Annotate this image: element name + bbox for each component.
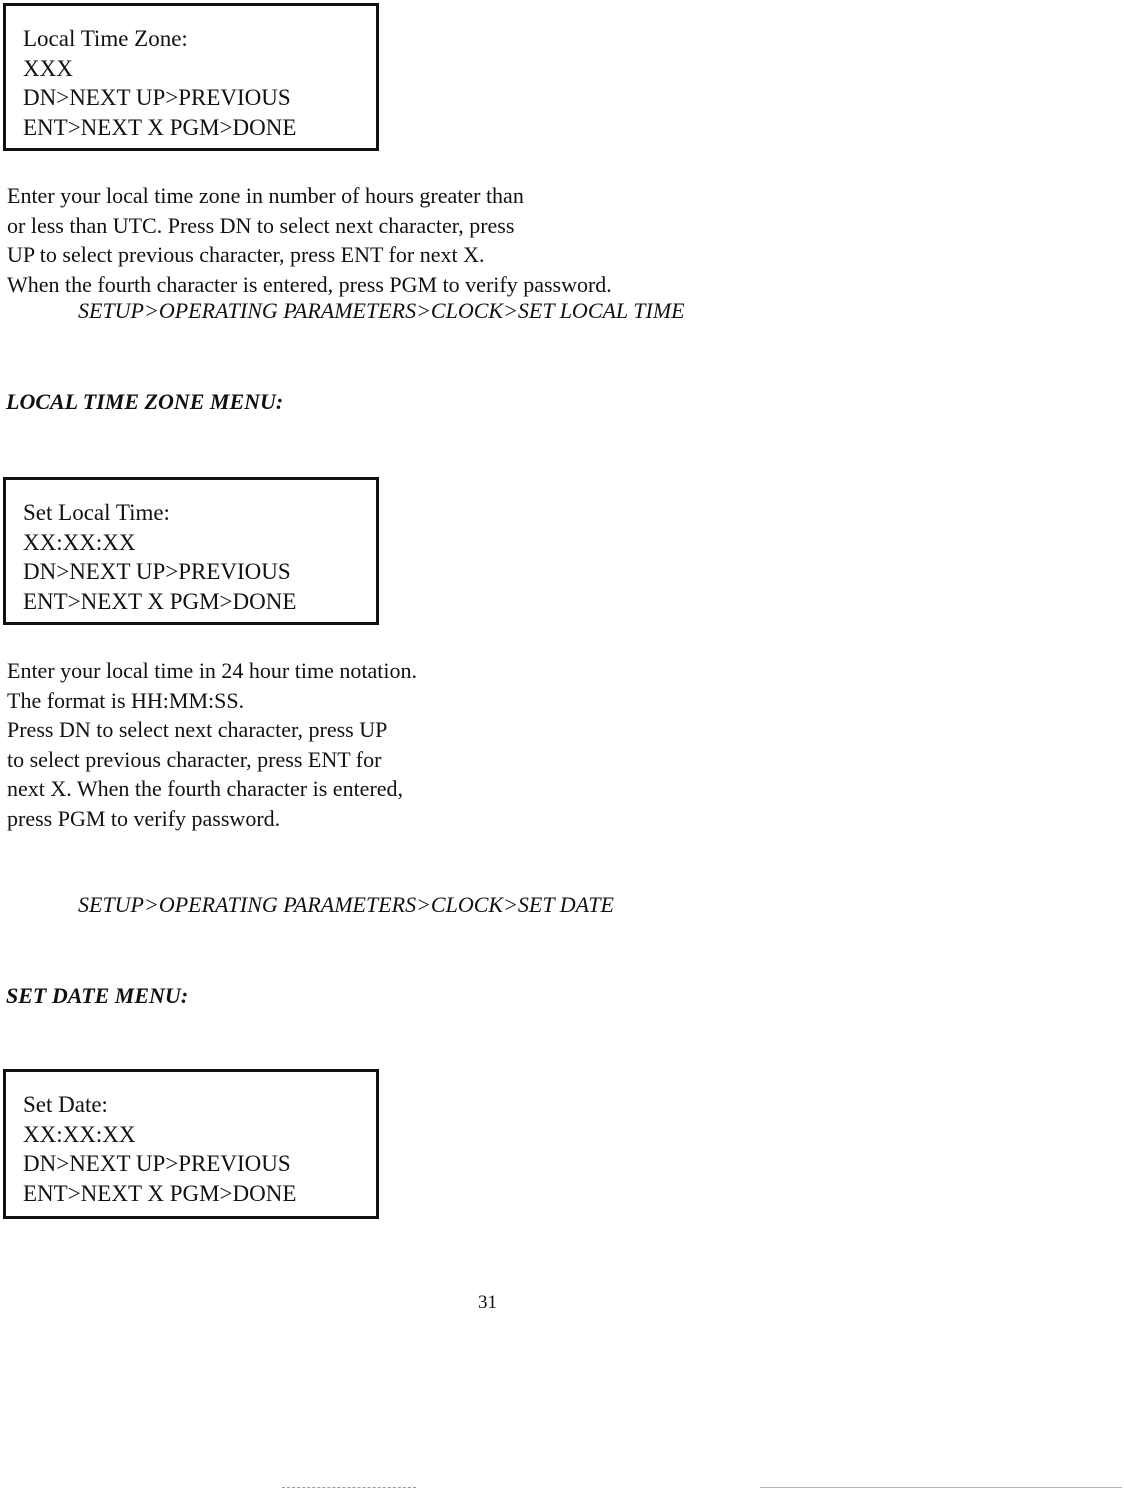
display-line: Set Local Time:	[23, 500, 170, 525]
instruction-line: Enter your local time zone in number of hours greater than	[7, 183, 524, 208]
display-line: XX:XX:XX	[23, 1121, 136, 1147]
display-line: DN>NEXT UP>PREVIOUS	[23, 85, 291, 110]
display-line: XXX	[23, 55, 73, 81]
set-local-time-instructions	[7, 656, 417, 833]
local-time-zone-menu-heading: LOCAL TIME ZONE MENU:	[6, 389, 284, 414]
instruction-line: to select previous character, press ENT for	[7, 746, 382, 772]
menu-path-set-date: SETUP>OPERATING PARAMETERS>CLOCK>SET DATE	[78, 892, 614, 917]
display-line: ENT>NEXT X PGM>DONE	[23, 114, 297, 140]
set-date-display	[3, 1069, 379, 1219]
display-line: DN>NEXT UP>PREVIOUS	[23, 1151, 291, 1176]
display-line: XX:XX:XX	[23, 529, 136, 555]
page-number: 31	[478, 1292, 497, 1313]
local-time-zone-display	[3, 3, 379, 151]
display-line: ENT>NEXT X PGM>DONE	[23, 1180, 297, 1206]
instruction-line: press PGM to verify password.	[7, 805, 281, 831]
instruction-line: The format is HH:MM:SS.	[7, 687, 245, 713]
menu-path-set-local-time: SETUP>OPERATING PARAMETERS>CLOCK>SET LOCAL TIME	[78, 298, 685, 323]
instruction-line: next X. When the fourth character is entered,	[7, 776, 404, 801]
instruction-line: UP to select previous character, press ENT for next X.	[7, 242, 485, 267]
instruction-line: When the fourth character is entered, press PGM to verify password.	[7, 271, 612, 297]
scan-artifact-line	[760, 1487, 1122, 1488]
instruction-line: or less than UTC. Press DN to select next character, press	[7, 212, 515, 238]
local-time-zone-instructions	[7, 181, 612, 299]
set-local-time-display	[3, 477, 379, 625]
display-line: DN>NEXT UP>PREVIOUS	[23, 559, 291, 584]
instruction-line: Enter your local time in 24 hour time notation.	[7, 658, 417, 683]
display-line: ENT>NEXT X PGM>DONE	[23, 588, 297, 614]
display-line: Local Time Zone:	[23, 26, 188, 51]
scan-artifact-line	[282, 1487, 416, 1488]
instruction-line: Press DN to select next character, press UP	[7, 717, 388, 742]
display-line: Set Date:	[23, 1092, 108, 1117]
set-date-menu-heading: SET DATE MENU:	[6, 983, 189, 1008]
